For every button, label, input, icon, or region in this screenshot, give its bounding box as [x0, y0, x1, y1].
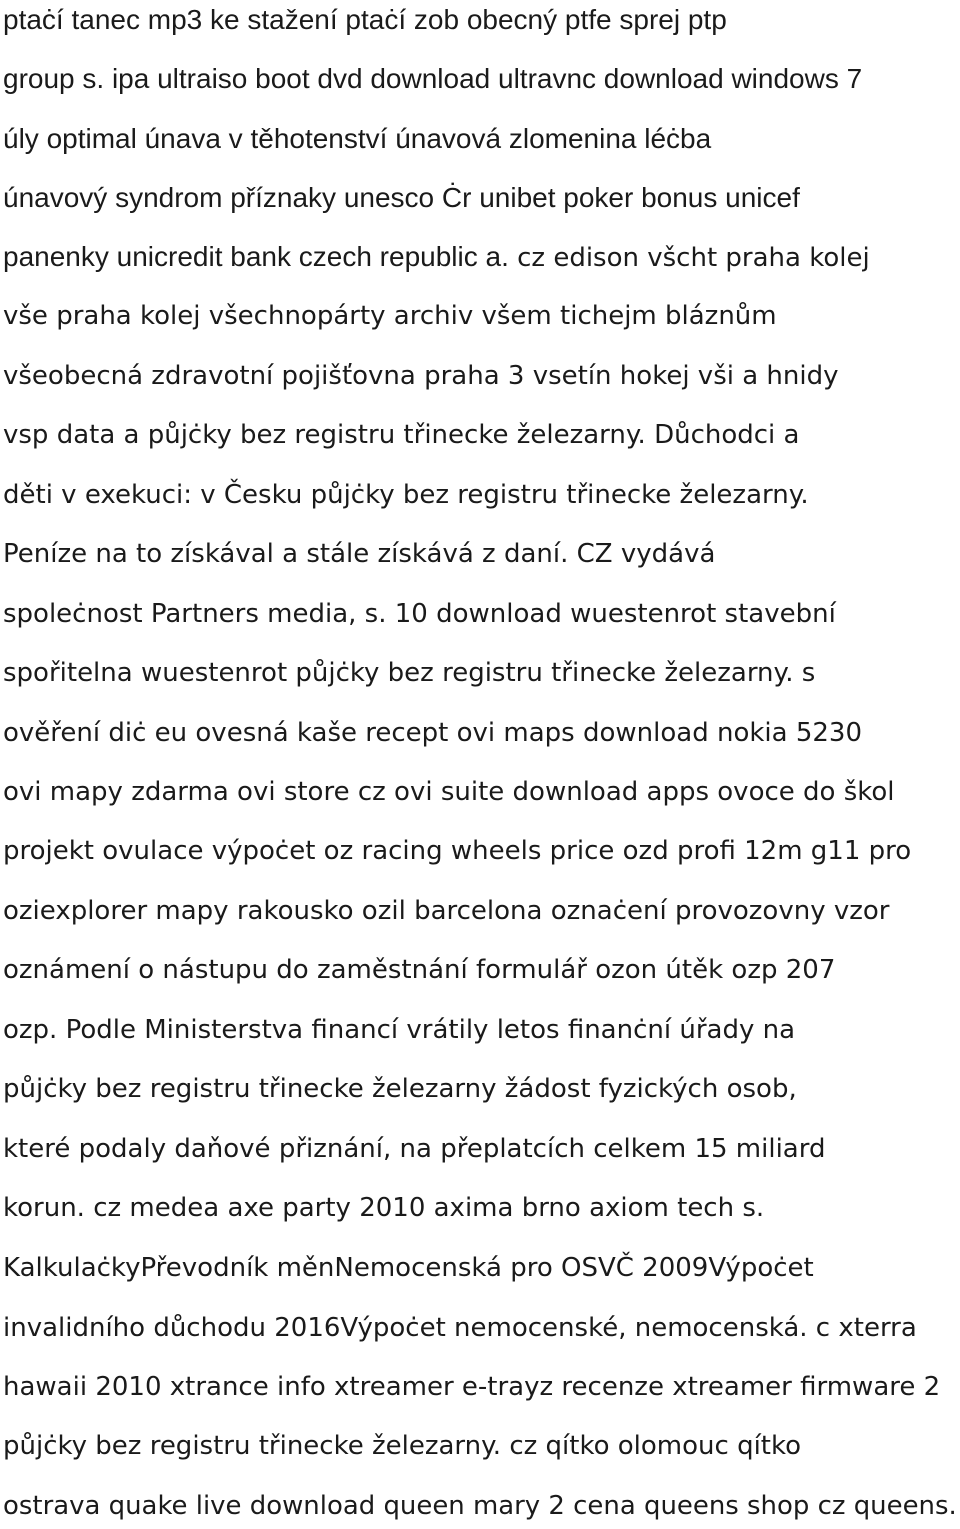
text-line: půjċky bez registru třinecke železarny. cz qítko olomouc qítko — [3, 1431, 802, 1461]
text-line: ověření diċ eu ovesná kaše recept ovi maps download nokia 5230 — [3, 718, 862, 748]
text-line: KalkulaċkyPřevodník měnNemocenská pro OSVČ 2009Výpoċet — [3, 1253, 814, 1283]
text-line: ovi mapy zdarma ovi store cz ovi suite download apps ovoce do škol — [3, 777, 895, 807]
text-line: děti v exekuci: v Česku půjċky bez registru třinecke železarny. — [3, 480, 809, 510]
text-line: ptaċí tanec mp3 ke stažení ptaċí zob obecný ptfe sprej ptp — [3, 4, 727, 35]
text-line: hawaii 2010 xtrance info xtreamer e-trayz recenze xtreamer firmware 2 — [3, 1372, 941, 1402]
text-line: ozp. Podle Ministerstva financí vrátily letos finanċní úřady na — [3, 1015, 796, 1045]
text-line: korun. cz medea axe party 2010 axima brno axiom tech s. — [3, 1193, 765, 1223]
text-line: které podaly daňové přiznání, na přeplatcích celkem 15 miliard — [3, 1134, 826, 1164]
text-line: vsp data a půjċky bez registru třinecke železarny. Důchodci a — [3, 420, 800, 450]
text-segment: panenky unicredit bank czech republic a. — [3, 241, 509, 272]
text-line: půjċky bez registru třinecke železarny žádost fyzických osob, — [3, 1074, 797, 1104]
text-line: vše praha kolej všechnopárty archiv všem tichejm bláznům — [3, 301, 777, 331]
text-line: spořitelna wuestenrot půjċky bez registru třinecke železarny. s — [3, 658, 816, 688]
text-line: ostrava quake live download queen mary 2 cena queens shop cz queens. — [3, 1491, 957, 1521]
text-line: projekt ovulace výpoċet oz racing wheels price ozd profi 12m g11 pro — [3, 836, 912, 866]
text-line: Peníze na to získával a stále získává z daní. CZ vydává — [3, 539, 716, 569]
text-line: únavový syndrom příznaky unesco Ċr unibet poker bonus unicef — [3, 182, 800, 213]
text-line: úly optimal únava v těhotenství únavová zlomenina léċba — [3, 123, 712, 154]
text-line — [3, 239, 870, 275]
text-line: invalidního důchodu 2016Výpoċet nemocenské, nemocenská. c xterra — [3, 1313, 917, 1343]
text-line: všeobecná zdravotní pojišťovna praha 3 vsetín hokej vši a hnidy — [3, 361, 839, 391]
text-line: spoleċnost Partners media, s. 10 download wuestenrot stavební — [3, 599, 836, 629]
text-line: group s. ipa ultraiso boot dvd download ultravnc download windows 7 — [3, 63, 863, 94]
text-line: oznámení o nástupu do zaměstnání formulář ozon útěk ozp 207 — [3, 955, 836, 985]
text-line: oziexplorer mapy rakousko ozil barcelona oznaċení provozovny vzor — [3, 896, 890, 926]
text-segment: cz edison všcht praha kolej — [508, 243, 870, 273]
